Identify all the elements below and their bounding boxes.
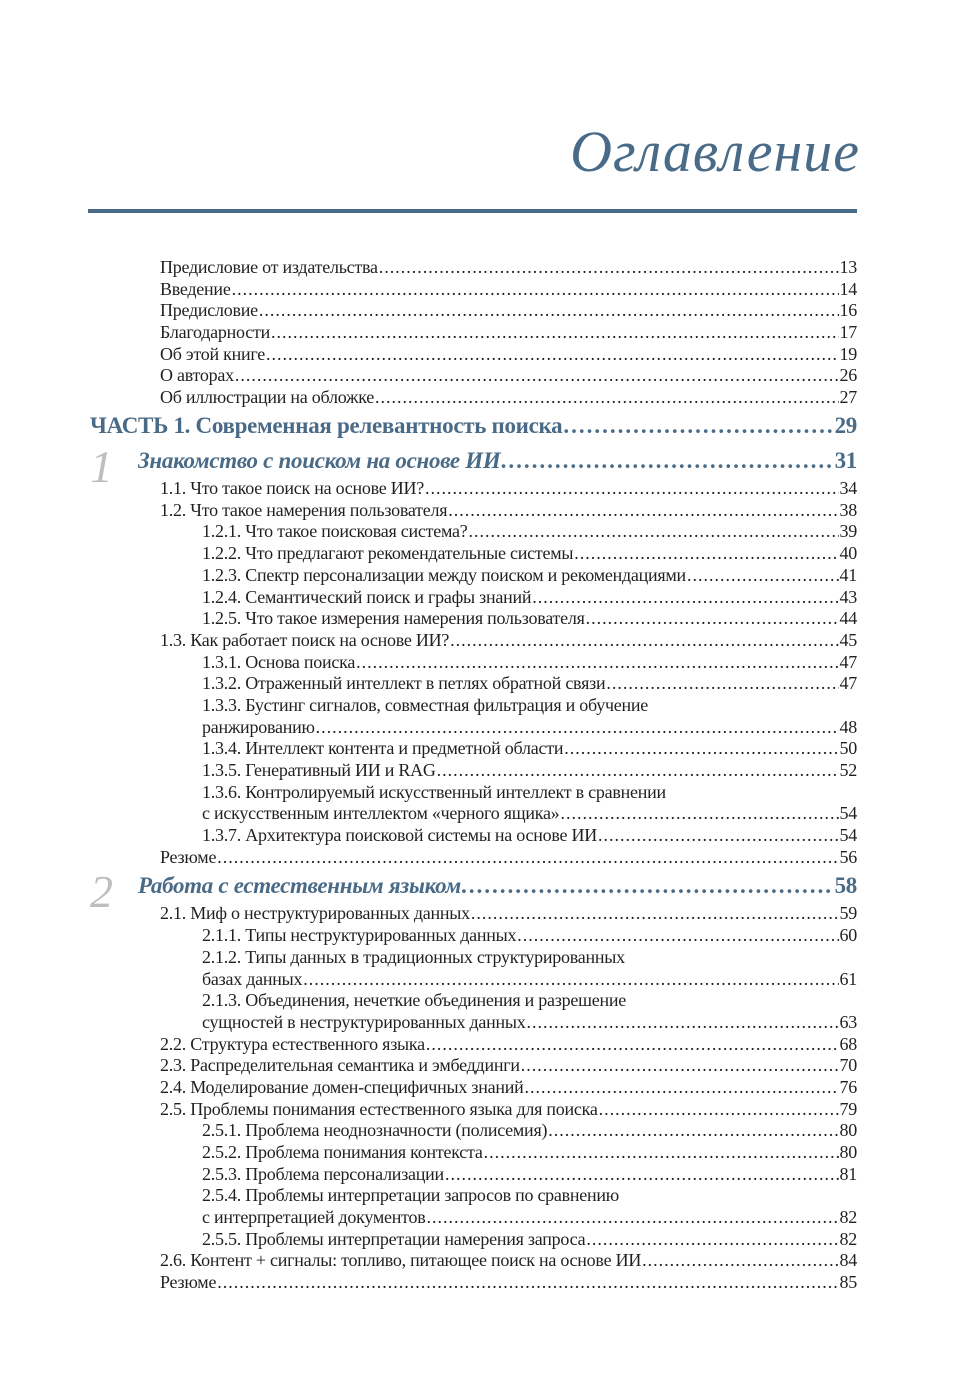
toc-entry[interactable] xyxy=(88,738,857,760)
page-number: 43 xyxy=(839,586,857,607)
title-divider xyxy=(88,209,857,213)
toc-entry[interactable] xyxy=(88,630,857,652)
table-of-contents xyxy=(88,257,857,1294)
page-number: 52 xyxy=(839,760,857,781)
page-number: 13 xyxy=(839,257,857,277)
dot-leader xyxy=(271,322,839,344)
page-number: 82 xyxy=(839,1207,857,1228)
dot-leader xyxy=(564,738,838,760)
dot-leader xyxy=(235,365,839,387)
page-number: 60 xyxy=(839,925,857,946)
dot-leader xyxy=(586,608,839,630)
toc-entry[interactable] xyxy=(88,478,857,500)
toc-entry-line[interactable]: 2.1.3. Объединения, нечеткие объединения и разрешение xyxy=(202,990,626,1011)
toc-entry-line[interactable]: 2.1.2. Типы данных в традиционных структурированных xyxy=(202,946,625,967)
toc-entry-line[interactable]: 1.3.3. Бустинг сигналов, совместная фильтрация и обучение xyxy=(202,694,648,715)
toc-entry[interactable] xyxy=(88,925,857,947)
dot-leader xyxy=(259,300,839,322)
page-number: 63 xyxy=(839,1011,857,1032)
page-number: 58 xyxy=(834,873,857,899)
page-number: 26 xyxy=(839,365,857,386)
entry-title: Резюме xyxy=(160,846,217,867)
toc-part[interactable] xyxy=(88,409,857,443)
dot-leader xyxy=(521,1055,839,1077)
dot-leader xyxy=(484,1142,839,1164)
dot-leader xyxy=(450,630,838,652)
page-number: 59 xyxy=(839,903,857,924)
dot-leader xyxy=(517,925,838,947)
page-number: 76 xyxy=(839,1076,857,1097)
dot-leader xyxy=(266,344,838,366)
page-number: 70 xyxy=(839,1055,857,1076)
page-number: 40 xyxy=(839,543,857,564)
page-number: 45 xyxy=(839,629,857,650)
page-number: 44 xyxy=(839,608,857,629)
toc-entry[interactable] xyxy=(88,1077,857,1099)
entry-title: Предисловие от издательства xyxy=(160,257,378,277)
dot-leader xyxy=(574,543,838,565)
dot-leader xyxy=(303,969,838,991)
dot-leader xyxy=(501,443,833,478)
entry-title: 2.1. Миф о неструктурированных данных xyxy=(160,903,470,924)
toc-entry[interactable] xyxy=(88,344,857,366)
toc-entry[interactable] xyxy=(88,1120,857,1142)
dot-leader xyxy=(687,565,839,587)
toc-entry[interactable] xyxy=(88,387,857,409)
entry-title: О авторах xyxy=(160,365,234,386)
toc-entry[interactable] xyxy=(88,322,857,344)
page-number: 31 xyxy=(834,448,857,474)
entry-title: Резюме xyxy=(160,1272,217,1293)
entry-title: 2.5.5. Проблемы интерпретации намерения запроса xyxy=(202,1228,586,1249)
page-title: Оглавление xyxy=(570,119,860,184)
dot-leader xyxy=(217,847,838,869)
toc-entry[interactable] xyxy=(88,300,857,322)
dot-leader xyxy=(642,1250,838,1272)
toc-entry[interactable] xyxy=(88,279,857,301)
page-number: 81 xyxy=(839,1163,857,1184)
dot-leader xyxy=(448,500,838,522)
entry-title: 2.5.2. Проблема понимания контекста xyxy=(202,1142,483,1163)
page-number: 16 xyxy=(839,300,857,321)
dot-leader xyxy=(469,521,839,543)
toc-entry[interactable] xyxy=(88,1207,857,1229)
toc-entry[interactable] xyxy=(88,543,857,565)
page-number: 54 xyxy=(839,825,857,846)
entry-title: 2.2. Структура естественного языка xyxy=(160,1033,425,1054)
toc-entry[interactable] xyxy=(88,673,857,695)
page-number: 50 xyxy=(839,738,857,759)
page-number: 19 xyxy=(839,343,857,364)
entry-title: 1.1. Что такое поиск на основе ИИ? xyxy=(160,478,425,499)
entry-title: сущностей в неструктурированных данных xyxy=(202,1011,526,1032)
page-number: 68 xyxy=(839,1033,857,1054)
entry-title: 1.3.5. Генеративный ИИ и RAG xyxy=(202,760,436,781)
dot-leader xyxy=(427,1207,839,1229)
toc-entry[interactable] xyxy=(88,1142,857,1164)
toc-entry[interactable] xyxy=(88,903,857,925)
page-number: 17 xyxy=(839,322,857,343)
entry-title: 2.5. Проблемы понимания естественного языка для поиска xyxy=(160,1098,598,1119)
dot-leader xyxy=(375,387,838,409)
toc-entry[interactable] xyxy=(88,969,857,991)
page-number: 84 xyxy=(839,1250,857,1271)
entry-title: 1.3.2. Отраженный интеллект в петлях обратной связи xyxy=(202,673,606,694)
toc-entry[interactable] xyxy=(88,608,857,630)
entry-title: 2.5.1. Проблема неоднозначности (полисемия) xyxy=(202,1120,548,1141)
dot-leader xyxy=(599,1099,839,1121)
page-number: 27 xyxy=(839,387,857,408)
page-number: 54 xyxy=(839,803,857,824)
page-number: 56 xyxy=(839,846,857,867)
page-number: 80 xyxy=(839,1120,857,1141)
dot-leader xyxy=(426,1034,839,1056)
entry-title: Благодарности xyxy=(160,322,270,343)
entry-title: 2.6. Контент + сигналы: топливо, питающее поиск на основе ИИ xyxy=(160,1250,642,1271)
toc-entry[interactable] xyxy=(88,257,857,279)
entry-title: 1.2. Что такое намерения пользователя xyxy=(160,499,448,520)
toc-entry[interactable] xyxy=(88,365,857,387)
page-number: 38 xyxy=(839,499,857,520)
chapter-number: 2 xyxy=(90,866,113,918)
dot-leader xyxy=(379,257,839,279)
toc-entry[interactable] xyxy=(88,500,857,522)
entry-title: 2.5.3. Проблема персонализации xyxy=(202,1163,444,1184)
toc-entry[interactable] xyxy=(88,521,857,543)
page-number: 41 xyxy=(839,564,857,585)
page-number: 82 xyxy=(839,1228,857,1249)
toc-entry[interactable] xyxy=(88,1055,857,1077)
page-number: 47 xyxy=(839,673,857,694)
dot-leader xyxy=(526,1012,838,1034)
chapter-number: 1 xyxy=(90,441,113,493)
page-number: 34 xyxy=(839,478,857,499)
toc-entry[interactable] xyxy=(88,803,857,825)
dot-leader xyxy=(425,478,838,500)
dot-leader xyxy=(524,1077,838,1099)
toc-entry[interactable] xyxy=(88,587,857,609)
dot-leader xyxy=(471,903,839,925)
dot-leader xyxy=(532,587,838,609)
entry-title: Знакомство с поиском на основе ИИ xyxy=(138,448,501,474)
dot-leader xyxy=(563,409,833,443)
dot-leader xyxy=(217,1272,838,1294)
page-number: 61 xyxy=(839,968,857,989)
dot-leader xyxy=(560,803,838,825)
dot-leader xyxy=(586,1229,838,1251)
toc-entry[interactable] xyxy=(88,1099,857,1121)
toc-entry[interactable] xyxy=(88,760,857,782)
dot-leader xyxy=(437,760,839,782)
page-number: 80 xyxy=(839,1142,857,1163)
page-number: 47 xyxy=(839,651,857,672)
entry-title: Об иллюстрации на обложке xyxy=(160,387,375,408)
entry-title: 2.4. Моделирование домен-специфичных знаний xyxy=(160,1076,524,1097)
toc-entry-line[interactable]: 1.3.6. Контролируемый искусственный интеллект в сравнении xyxy=(202,781,666,802)
toc-entry[interactable] xyxy=(88,1012,857,1034)
entry-title: 2.3. Распределительная семантика и эмбеддинги xyxy=(160,1055,520,1076)
entry-title: 1.3.7. Архитектура поисковой системы на основе ИИ xyxy=(202,825,597,846)
dot-leader xyxy=(232,279,839,301)
page-number: 48 xyxy=(839,716,857,737)
entry-title: Предисловие xyxy=(160,300,258,321)
entry-title: 2.1.1. Типы неструктурированных данных xyxy=(202,925,517,946)
entry-title: с искусственным интеллектом «черного ящика» xyxy=(202,803,560,824)
page-number: 39 xyxy=(839,521,857,542)
entry-title: базах данных xyxy=(202,968,303,989)
dot-leader xyxy=(548,1120,838,1142)
entry-title: 1.3. Как работает поиск на основе ИИ? xyxy=(160,629,450,650)
dot-leader xyxy=(606,673,838,695)
toc-entry[interactable] xyxy=(88,847,857,869)
toc-entry[interactable] xyxy=(88,1164,857,1186)
entry-title: 1.3.1. Основа поиска xyxy=(202,651,356,672)
entry-title: с интерпретацией документов xyxy=(202,1207,426,1228)
toc-entry[interactable] xyxy=(88,565,857,587)
toc-entry[interactable] xyxy=(88,1034,857,1056)
toc-entry[interactable] xyxy=(88,1272,857,1294)
dot-leader xyxy=(445,1164,839,1186)
toc-entry[interactable] xyxy=(88,652,857,674)
entry-title: Об этой книге xyxy=(160,343,266,364)
entry-title: ранжированию xyxy=(202,716,315,737)
entry-title: 1.3.4. Интеллект контента и предметной области xyxy=(202,738,564,759)
page-number: 85 xyxy=(839,1272,857,1293)
entry-title: 1.2.4. Семантический поиск и графы знаний xyxy=(202,586,532,607)
entry-title: 1.2.3. Спектр персонализации между поиском и рекомендациями xyxy=(202,564,686,585)
dot-leader xyxy=(316,717,839,739)
page-number: 79 xyxy=(839,1098,857,1119)
page-number: 14 xyxy=(839,278,857,299)
entry-title: Работа с естественным языком xyxy=(138,873,461,899)
toc-entry[interactable] xyxy=(88,717,857,739)
dot-leader xyxy=(356,652,838,674)
toc-entry[interactable] xyxy=(88,1250,857,1272)
toc-entry[interactable] xyxy=(88,825,857,847)
entry-title: ЧАСТЬ 1. Современная релевантность поиска xyxy=(90,412,563,438)
entry-title: 1.2.5. Что такое измерения намерения пользователя xyxy=(202,608,585,629)
entry-title: 1.2.2. Что предлагают рекомендательные системы xyxy=(202,543,574,564)
entry-title: 1.2.1. Что такое поисковая система? xyxy=(202,521,468,542)
entry-title: Введение xyxy=(160,278,231,299)
toc-entry[interactable] xyxy=(88,1229,857,1251)
dot-leader xyxy=(462,868,834,903)
dot-leader xyxy=(598,825,839,847)
toc-entry-line[interactable]: 2.5.4. Проблемы интерпретации запросов по сравнению xyxy=(202,1185,620,1206)
page-number: 29 xyxy=(834,412,857,438)
